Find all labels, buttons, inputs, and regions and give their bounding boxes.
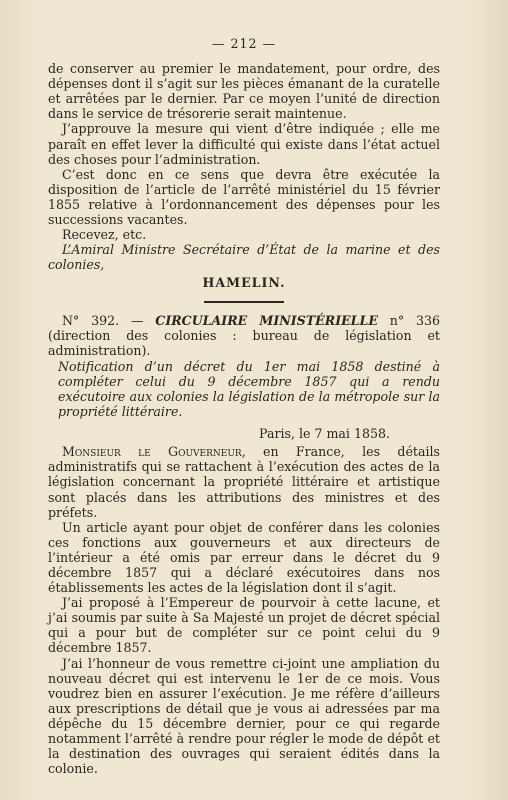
circular-type: CIRCULAIRE MINISTÉRIELLE — [155, 312, 378, 328]
circular-subtitle: n° 336 (direction des colonies : bureau de législation et administration). — [48, 312, 440, 358]
place-date: Paris, le 7 mai 1858. — [259, 426, 390, 442]
body-paragraph-1-text: , en France, les détails administratifs qui se rattachent à l’exécution des actes de la législation concernant la propriété littéraire et artistique sont placés dans les attributions des ministres et des préfets. — [48, 444, 441, 520]
circular-heading — [48, 313, 440, 358]
signature-name: HAMELIN. — [202, 275, 286, 291]
text-block — [48, 36, 440, 776]
carryover-paragraph-3: C’est donc en ce sens que devra être exécutée la disposition de l’article de l’arrêté ministériel du 15 février 1855 relative à l’ordonnancement des dépenses pour les successions vacantes. — [48, 166, 440, 228]
body-paragraph-4: J’ai l’honneur de vous remettre ci-joint une ampliation du nouveau décret qui est intervenu le 1er de ce mois. Vous voudrez bien en assurer l’exécution. Je me réfère d’ailleurs aux prescriptions de détail que je vous ai adressées par ma dépêche du 15 décembre dernier, pour ce qui regarde notamment l’arrêté à rendre pour régler le mode de dépôt et la destination des ouvrages qui seraient édités dans la colonie. — [48, 655, 440, 777]
carryover-paragraph-2: J’approuve la mesure qui vient d’être indiquée ; elle me paraît en effet lever la difficulté qui existe dans l’état actuel des choses pour l’administration. — [48, 121, 440, 167]
body-paragraph-1 — [48, 444, 440, 519]
section-divider — [204, 301, 284, 303]
salutation: Monsieur le Gouverneur — [62, 444, 242, 460]
body-paragraph-2: Un article ayant pour objet de conférer dans les colonies ces fonctions aux gouverneurs et aux directeurs de l’intérieur a été omis par erreur dans le décret du 9 décembre 1857 qui a déclaré exécutoires dans nos établissements les actes de la législation dont il s’agit. — [48, 519, 440, 596]
circular-dash: — — [119, 312, 156, 328]
body-paragraph-3: J’ai proposé à l’Empereur de pourvoir à cette lacune, et j’ai soumis par suite à Sa Majesté un projet de décret spécial qui a pour but de compléter sur ce point celui du 9 décembre 1857. — [48, 595, 440, 656]
closing-formula: Recevez, etc. — [62, 227, 147, 243]
notification-summary: Notification d’un décret du 1er mai 1858 destiné à compléter celui du 9 décembre 1857 qui a rendu exécutoire aux colonies la législation de la métropole sur la propriété littéraire. — [58, 358, 440, 420]
signature-title: L’Amiral Ministre Secrétaire d’État de la marine et des colonies, — [48, 242, 440, 273]
circular-number: N° 392. — [62, 312, 120, 328]
carryover-paragraph-1: de conserver au premier le mandatement, pour ordre, des dépenses dont il s’agit sur les pièces émanant de la curatelle et arrêtées par le dernier. Par ce moyen l’unité de direction dans le service de trésorerie serait maintenue. — [48, 61, 440, 122]
page-number: — 212 — — [211, 36, 277, 51]
